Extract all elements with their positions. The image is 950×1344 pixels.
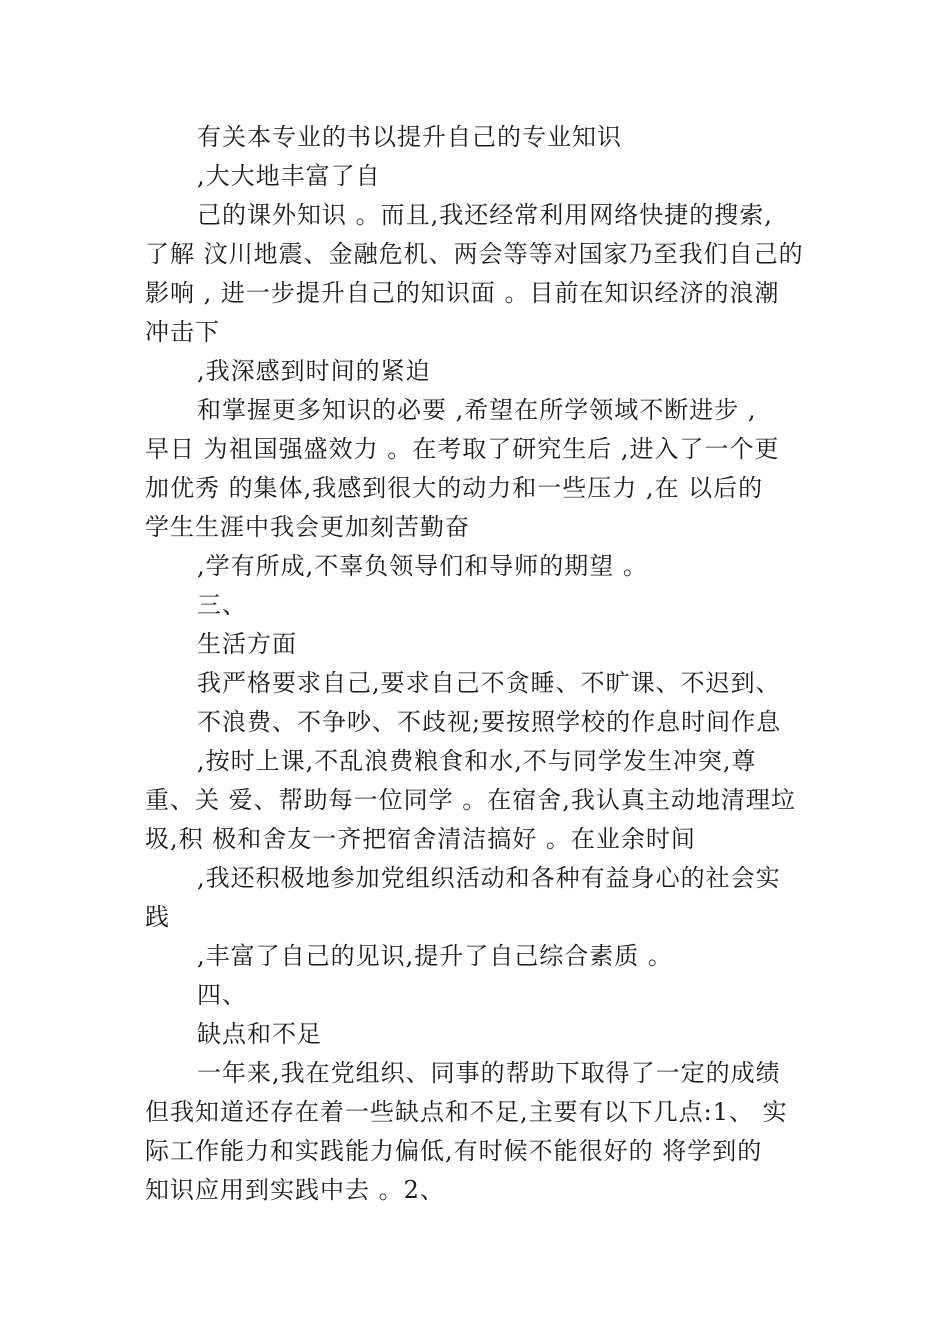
text-line: 际工作能力和实践能力偏低,有时候不能很好的 将学到的	[145, 1137, 763, 1165]
text-line: 我严格要求自己,要求自己不贪睡、不旷课、不迟到、	[197, 669, 781, 697]
section-heading: 缺点和不足	[197, 1020, 322, 1048]
text-line: 有关本专业的书以提升自己的专业知识	[197, 123, 622, 151]
text-line: 学生生涯中我会更加刻苦勤奋	[145, 513, 470, 541]
text-line: 冲击下	[145, 318, 220, 346]
text-line: 圾,积 极和舍友一齐把宿舍清洁搞好 。在业余时间	[145, 825, 696, 853]
section-number: 三、	[197, 591, 247, 619]
text-line: ,丰富了自己的见识,提升了自己综合素质 。	[197, 942, 673, 970]
text-line: ,学有所成,不辜负领导们和导师的期望 。	[197, 552, 648, 580]
text-line: 践	[145, 903, 170, 931]
section-heading: 生活方面	[197, 630, 297, 658]
text-line: ,按时上课,不乱浪费粮食和水,不与同学发生冲突,尊	[197, 747, 757, 775]
text-line: ,大大地丰富了自	[197, 162, 381, 190]
text-line: 影响 , 进一步提升自己的知识面 。目前在知识经济的浪潮	[145, 279, 780, 307]
text-line: 但我知道还存在着一些缺点和不足,主要有以下几点:1、 实	[145, 1098, 788, 1126]
text-line: 和掌握更多知识的必要 ,希望在所学领域不断进步 ,	[197, 396, 757, 424]
text-line: 加优秀 的集体,我感到很大的动力和一些压力 ,在 以后的	[145, 474, 764, 502]
text-line: ,我深感到时间的紧迫	[197, 357, 431, 385]
text-line: 早日 为祖国强盛效力 。在考取了研究生后 ,进入了一个更	[145, 435, 780, 463]
text-line: 己的课外知识 。而且,我还经常利用网络快捷的搜索,	[197, 201, 773, 229]
text-line: 了解 汶川地震、金融危机、两会等等对国家乃至我们自己的	[145, 240, 804, 268]
section-number: 四、	[197, 981, 247, 1009]
text-line: 重、关 爱、帮助每一位同学 。在宿舍,我认真主动地清理垃	[145, 786, 796, 814]
text-line: 一年来,我在党组织、同事的帮助下取得了一定的成绩	[197, 1059, 781, 1087]
text-line: ,我还积极地参加党组织活动和各种有益身心的社会实	[197, 864, 781, 892]
text-line: 不浪费、不争吵、不歧视;要按照学校的作息时间作息	[197, 708, 782, 736]
text-line: 知识应用到实践中去 。2、	[145, 1176, 445, 1204]
